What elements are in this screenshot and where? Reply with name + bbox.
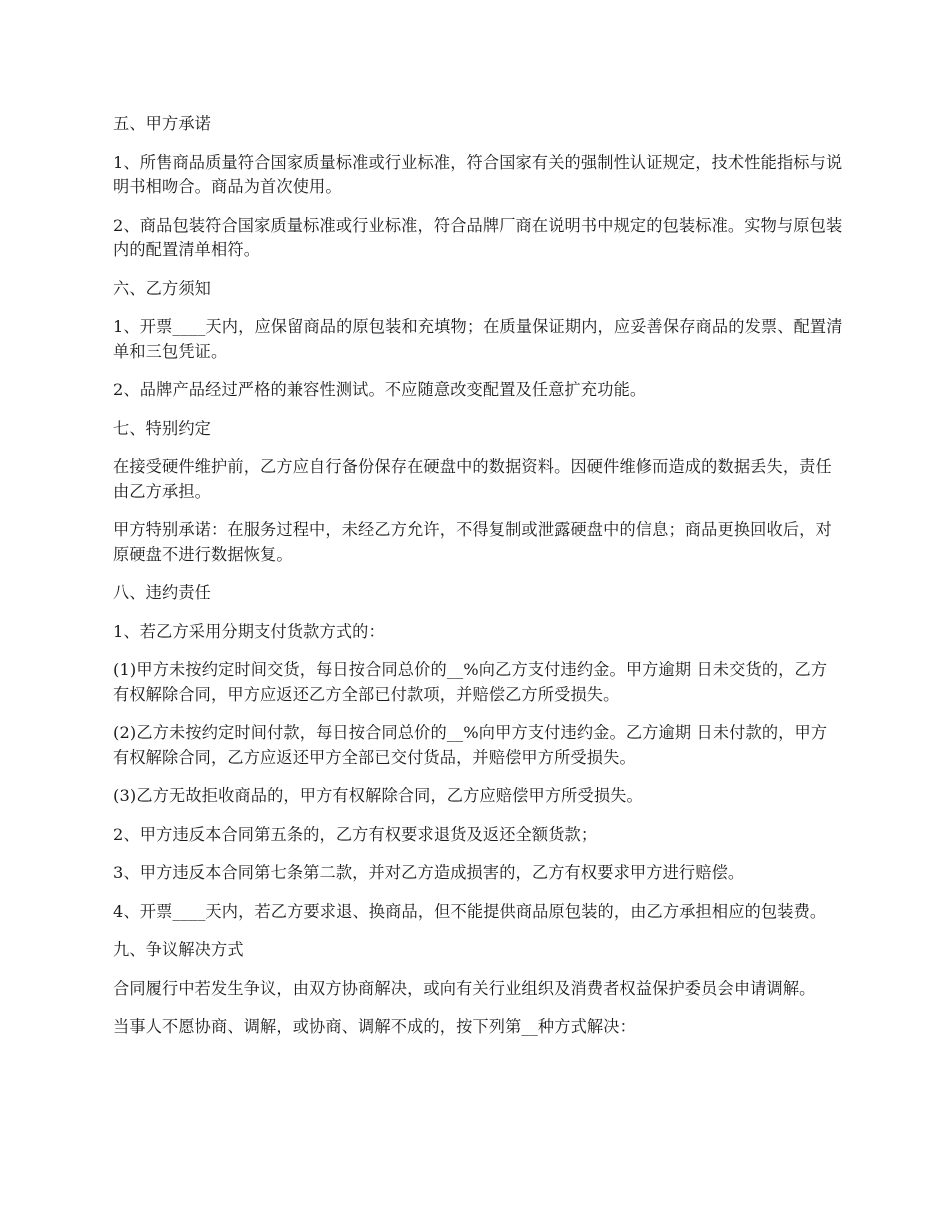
paragraph-5-2: 2、商品包装符合国家质量标准或行业标准，符合品牌厂商在说明书中规定的包装标准。实物与原包装内的配置清单相符。 xyxy=(113,215,843,259)
paragraph-8-2: 2、甲方违反本合同第五条的，乙方有权要求退货及返还全额货款； xyxy=(113,824,598,844)
paragraph-9-1: 合同履行中若发生争议，由双方协商解决，或向有关行业组织及消费者权益保护委员会申请调解。 xyxy=(113,978,816,998)
document-page xyxy=(113,112,843,1054)
paragraph-5-1: 1、所售商品质量符合国家质量标准或行业标准，符合国家有关的强制性认证规定，技术性能指标与说明书相吻合。商品为首次使用。 xyxy=(113,152,843,196)
section-heading-7: 七、特别约定 xyxy=(113,418,212,438)
paragraph-6-1: 1、开票____天内，应保留商品的原包装和充填物；在质量保证期内，应妥善保存商品的发票、配置清单和三包凭证。 xyxy=(113,317,843,361)
paragraph-8-1-1: (1)甲方未按约定时间交货，每日按合同总价的__%向乙方支付违约金。甲方逾期 日未交货的，乙方有权解除合同，甲方应返还乙方全部已付款项，并赔偿乙方所受损失。 xyxy=(113,660,828,704)
section-heading-5: 五、甲方承诺 xyxy=(113,114,212,133)
section-heading-9: 九、争议解决方式 xyxy=(113,940,244,959)
paragraph-8-1-3: (3)乙方无故拒收商品的，甲方有权解除合同，乙方应赔偿甲方所受损失。 xyxy=(113,786,643,805)
section-heading-8: 八、违约责任 xyxy=(113,583,212,602)
paragraph-7-2: 甲方特别承诺：在服务过程中，未经乙方允许，不得复制或泄露硬盘中的信息；商品更换回收后，对原硬盘不进行数据恢复。 xyxy=(113,520,832,564)
section-heading-6: 六、乙方须知 xyxy=(113,278,212,298)
paragraph-6-2: 2、品牌产品经过严格的兼容性测试。不应随意改变配置及任意扩充功能。 xyxy=(113,380,647,399)
paragraph-8-1: 1、若乙方采用分期支付货款方式的： xyxy=(113,621,385,641)
paragraph-9-2: 当事人不愿协商、调解，或协商、调解不成的，按下列第__种方式解决： xyxy=(113,1017,636,1036)
paragraph-8-3: 3、甲方违反本合同第七条第二款，并对乙方造成损害的，乙方有权要求甲方进行赔偿。 xyxy=(113,863,745,882)
paragraph-8-4: 4、开票____天内，若乙方要求退、换商品，但不能提供商品原包装的，由乙方承担相应的包装费。 xyxy=(113,901,827,921)
paragraph-7-1: 在接受硬件维护前，乙方应自行备份保存在硬盘中的数据资料。因硬件维修而造成的数据丢失，责任由乙方承担。 xyxy=(113,457,832,501)
paragraph-8-1-2: (2)乙方未按约定时间付款，每日按合同总价的__%向甲方支付违约金。乙方逾期 日未付款的，甲方有权解除合同，乙方应返还甲方全部已交付货品，并赔偿甲方所受损失。 xyxy=(113,723,828,767)
